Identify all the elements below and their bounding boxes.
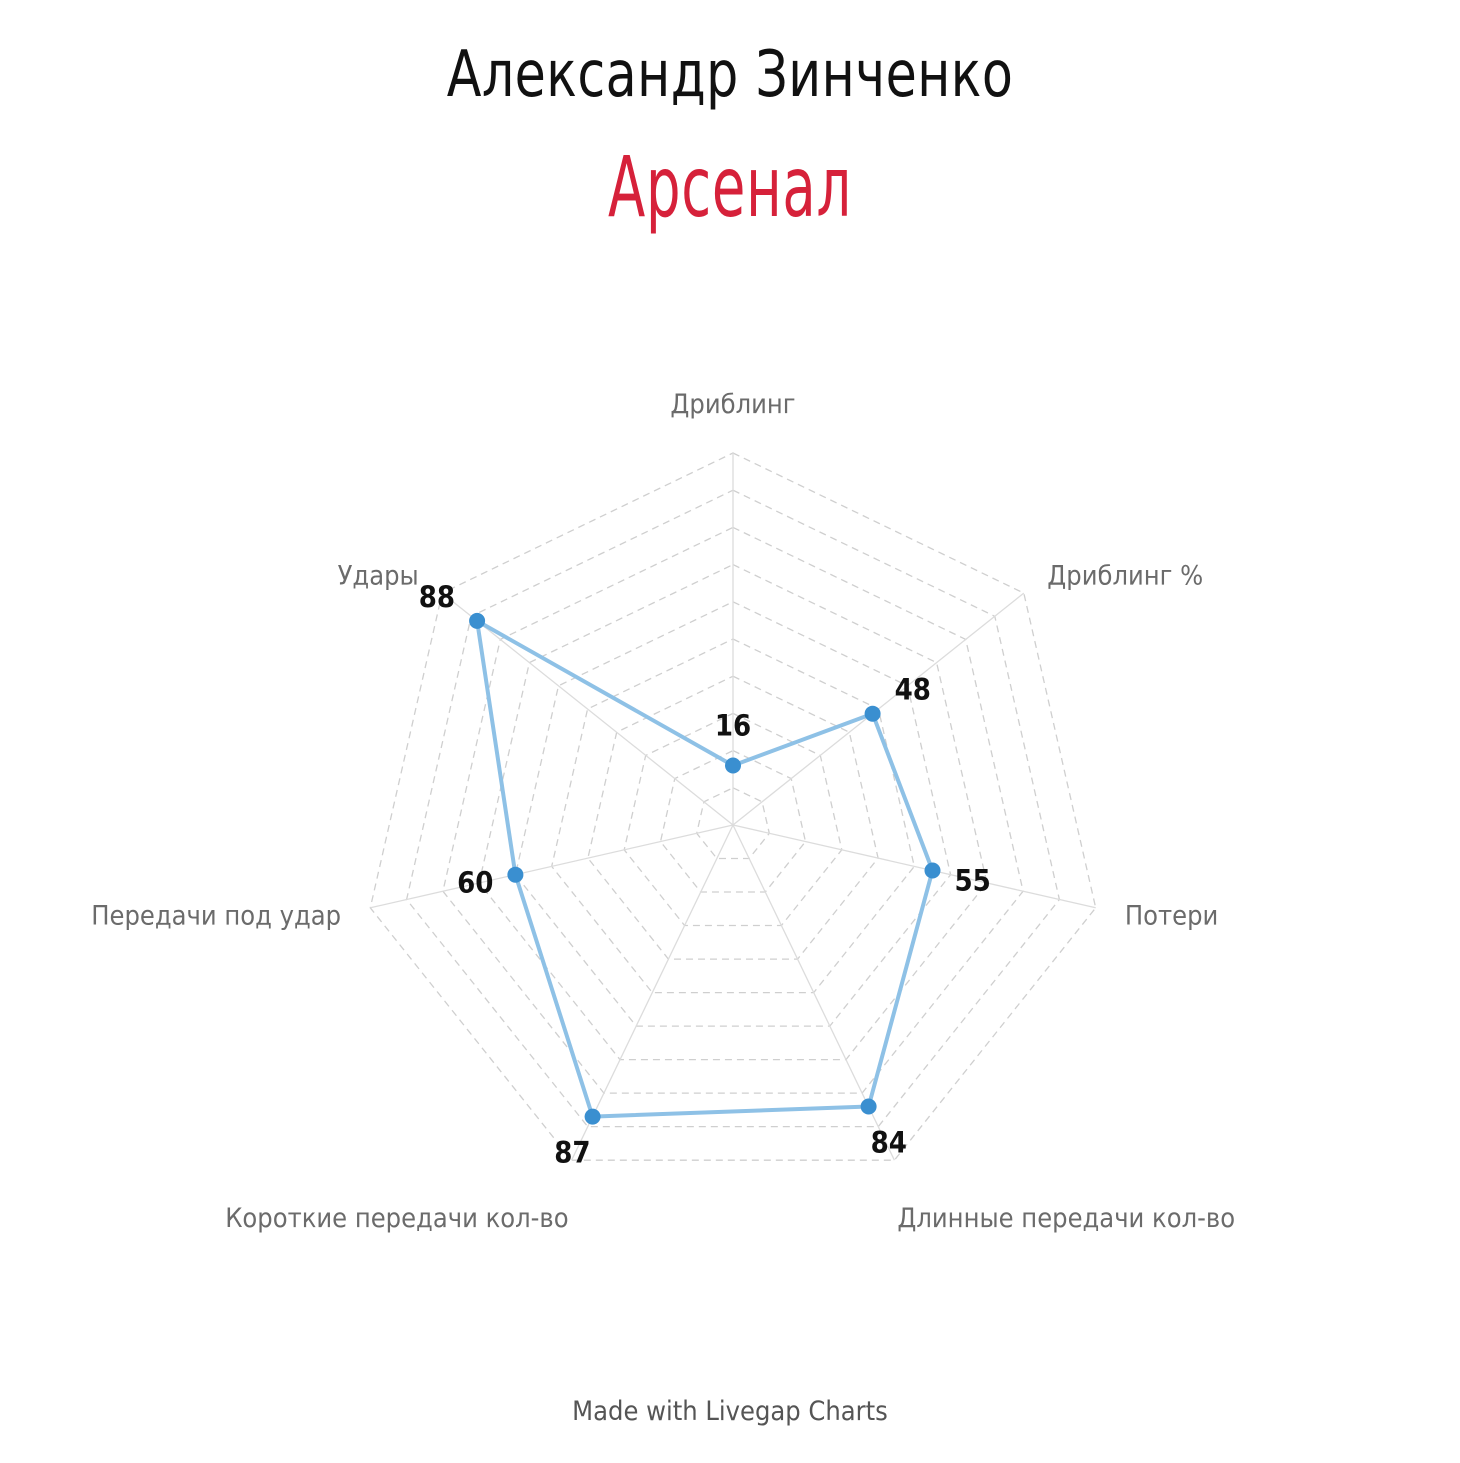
data-point-3[interactable] (925, 863, 941, 879)
spoke-3 (733, 825, 1096, 908)
data-label-4: 84 (870, 1125, 907, 1160)
data-label-1: 16 (714, 708, 752, 743)
data-point-1[interactable] (725, 758, 741, 774)
axis-label-7: Удары (337, 560, 419, 592)
data-point-6[interactable] (507, 867, 523, 883)
spoke-6 (370, 825, 733, 908)
data-label-7: 88 (418, 579, 456, 614)
chart-title: Александр Зинченко (446, 38, 1014, 112)
axis-label-4: Длинные передачи кол-во (897, 1203, 1236, 1235)
axis-label-1: Дриблинг (670, 389, 796, 420)
chart-credit: Made with Livegap Charts (572, 1396, 888, 1427)
data-label-2: 48 (894, 672, 931, 707)
data-point-5[interactable] (585, 1109, 601, 1125)
axis-label-5: Короткие передачи кол-во (225, 1203, 569, 1235)
chart-subtitle: Арсенал (608, 138, 852, 236)
radar-spokes (370, 453, 1095, 1160)
data-point-4[interactable] (861, 1099, 877, 1115)
axis-label-2: Дриблинг % (1047, 560, 1204, 592)
axis-label-6: Передачи под удар (91, 900, 342, 932)
data-point-7[interactable] (469, 613, 485, 629)
data-label-3: 55 (954, 863, 991, 898)
series-line (477, 621, 932, 1117)
data-label-6: 60 (457, 865, 494, 900)
axis-label-3: Потери (1124, 900, 1219, 932)
data-point-2[interactable] (865, 706, 881, 722)
data-label-5: 87 (554, 1135, 591, 1170)
radar-labels (91, 389, 1235, 1234)
